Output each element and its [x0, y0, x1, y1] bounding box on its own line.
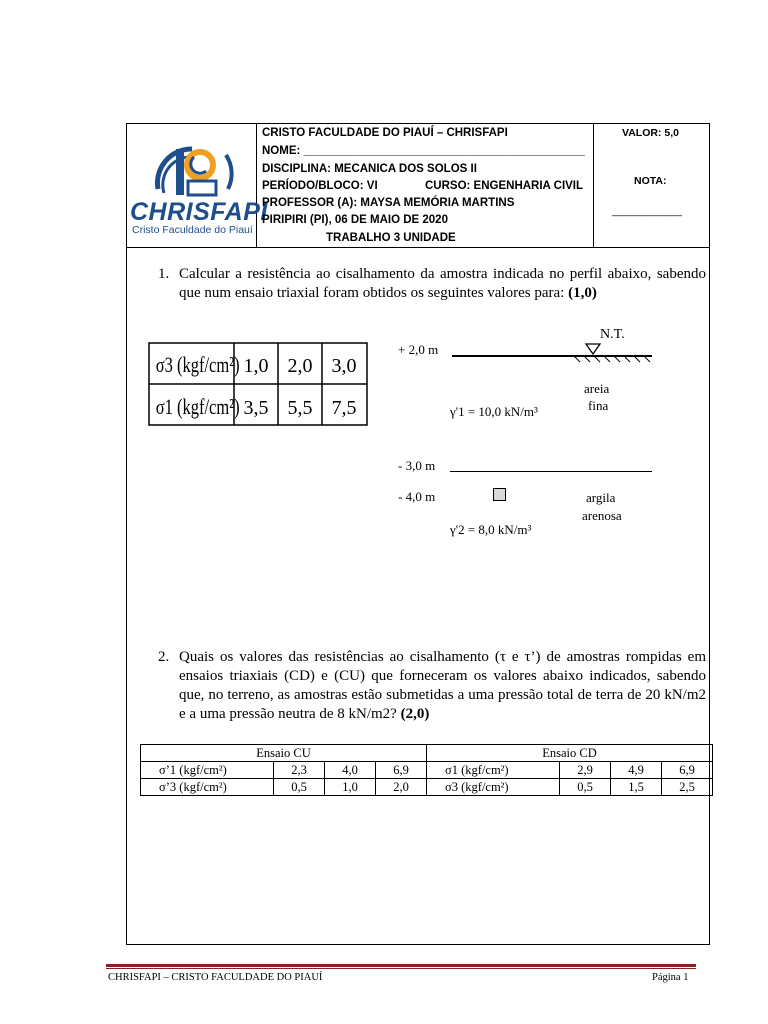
q1-triaxial-table	[146, 340, 370, 430]
valor-label: VALOR: 5,0	[622, 127, 679, 139]
table-cell: 1,5	[611, 779, 662, 796]
question-1-points: (1,0)	[568, 285, 597, 301]
sample-marker-icon	[493, 488, 506, 501]
layer1-name2: fina	[588, 398, 609, 413]
q1-row1-label: σ3 (kgf/cm²)	[155, 353, 240, 378]
q1-cell: 5,5	[287, 397, 313, 419]
professor: PROFESSOR (A): MAYSA MEMÓRIA MARTINS	[262, 197, 515, 209]
table-cell: 2,9	[560, 762, 611, 779]
nota-label: NOTA:	[634, 175, 667, 187]
footer-rule-thin	[106, 968, 696, 969]
table-cell: 0,5	[274, 779, 325, 796]
table-cell: 4,0	[325, 762, 376, 779]
nt-label: N.T.	[600, 327, 625, 342]
footer-rule-thick	[106, 964, 696, 967]
period: PERÍODO/BLOCO: VI	[262, 180, 378, 192]
table-cell: 4,9	[611, 762, 662, 779]
table-cell: 2,0	[376, 779, 427, 796]
course: CURSO: ENGENHARIA CIVIL	[425, 180, 584, 192]
table-cell: 0,5	[560, 779, 611, 796]
footer-institution: CHRISFAPI – CRISTO FACULDADE DO PIAUÍ	[108, 972, 323, 983]
cu-row2-label: σ’3 (kgf/cm²)	[141, 779, 274, 796]
question-1	[158, 265, 706, 305]
cd-row2-label: σ3 (kgf/cm²)	[427, 779, 560, 796]
level-mid: - 3,0 m	[398, 458, 436, 473]
q2-triaxial-table	[140, 744, 713, 796]
footer-page-number: Página 1	[652, 972, 689, 983]
q1-row2-label: σ1 (kgf/cm²)	[155, 395, 240, 420]
table-cell: 2,5	[662, 779, 713, 796]
table-cell: 6,9	[376, 762, 427, 779]
q1-cell: 3,5	[243, 397, 269, 419]
institution-name: CRISTO FACULDADE DO PIAUÍ – CHRISFAPI	[262, 127, 508, 139]
layer2-gamma: γ'2 = 8,0 kN/m³	[450, 522, 532, 537]
header-divider-right	[593, 123, 594, 247]
nota-field[interactable]: ____________	[612, 205, 683, 217]
logo-subtitle: Cristo Faculdade do Piauí	[132, 224, 253, 236]
level-sample: - 4,0 m	[398, 489, 436, 504]
q1-cell: 3,0	[331, 355, 357, 377]
name-field[interactable]: NOME: ____________________________________________	[262, 145, 585, 157]
layer2-name: argila	[586, 490, 616, 505]
discipline: DISCIPLINA: MECANICA DOS SOLOS II	[262, 163, 477, 175]
cd-title: Ensaio CD	[427, 745, 713, 762]
question-2-number: 2.	[158, 649, 170, 665]
q1-cell: 7,5	[331, 397, 357, 419]
header-divider-left	[256, 123, 257, 247]
header-separator	[126, 247, 710, 248]
chrisfapi-logo	[130, 127, 268, 243]
logo-name: CHRISFAPI	[130, 198, 268, 226]
question-2	[158, 648, 706, 726]
question-2-points: (2,0)	[400, 706, 430, 722]
table-cell: 1,0	[325, 779, 376, 796]
table-cell: 2,3	[274, 762, 325, 779]
question-1-number: 1.	[158, 266, 170, 282]
layer-boundary-line	[450, 471, 652, 472]
place-date: PIRIPIRI (PI), 06 DE MAIO DE 2020	[262, 214, 448, 226]
work-title: TRABALHO 3 UNIDADE	[326, 232, 456, 244]
table-cell: 6,9	[662, 762, 713, 779]
cd-row1-label: σ1 (kgf/cm²)	[427, 762, 560, 779]
cu-row1-label: σ’1 (kgf/cm²)	[141, 762, 274, 779]
question-1-text: Calcular a resistência ao cisalhamento da amostra indicada no perfil abaixo, sabendo que num ensaio triaxial foram obtidos os seguintes valores para: (1,0)	[179, 266, 706, 301]
q1-cell: 1,0	[243, 355, 269, 377]
layer1-gamma: γ'1 = 10,0 kN/m³	[450, 404, 538, 419]
q1-cell: 2,0	[287, 355, 313, 377]
layer1-name: areia	[584, 381, 610, 396]
cu-title: Ensaio CU	[141, 745, 427, 762]
layer2-name2: arenosa	[582, 508, 622, 523]
level-top: + 2,0 m	[398, 342, 439, 357]
question-2-text: Quais os valores das resistências ao cisalhamento (τ e τ’) de amostras rompidas em ensaios triaxiais (CD) e (CU) que forneceram os valores abaixo indicados, sabendo que, no terreno, as amostras estão submetidas a uma pressão total de terra de 20 kN/m2 e a uma pressão neutra de 8 kN/m2? (2,0)	[179, 649, 706, 722]
ground-surface-icon	[570, 340, 656, 366]
